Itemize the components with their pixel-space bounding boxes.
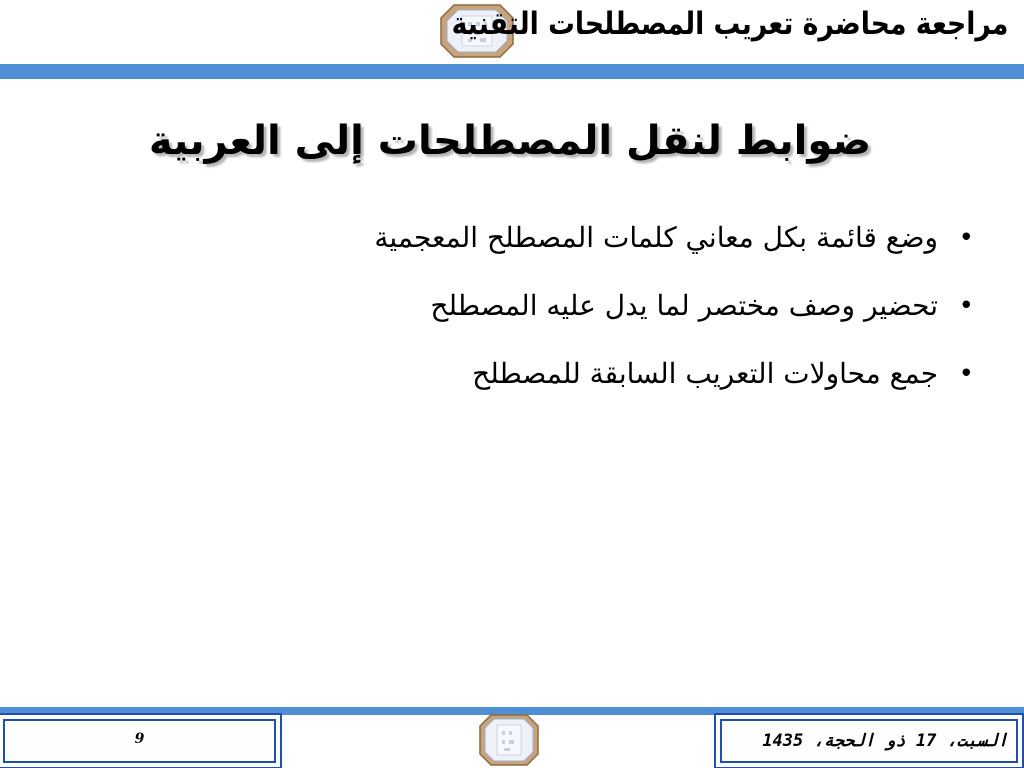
bullet-text: تحضير وصف مختصر لما يدل عليه المصطلح [430, 289, 938, 322]
bullet-icon: • [958, 223, 974, 253]
footer-emblem-icon [479, 714, 539, 766]
bullet-icon: • [958, 291, 974, 321]
bullet-item [196, 220, 976, 256]
header-accent-bar [0, 64, 1024, 79]
bullet-item [196, 356, 976, 392]
bullet-text: وضع قائمة بكل معاني كلمات المصطلح المعجمية [374, 221, 938, 254]
bullet-icon: • [958, 359, 974, 389]
bullet-text: جمع محاولات التعريب السابقة للمصطلح [472, 357, 938, 390]
bullet-item [196, 288, 976, 324]
slide-title: ضوابط لنقل المصطلحات إلى العربية [148, 118, 872, 164]
slide-number-box [3, 719, 276, 763]
header-title: مراجعة محاضرة تعريب المصطلحات التقنية [451, 6, 1008, 42]
slide-number: 9 [134, 731, 145, 747]
date-box [720, 719, 1018, 763]
bullet-list [196, 220, 976, 424]
footer-date: السبت، 17 ذو الحجة، 1435 [762, 731, 1008, 751]
